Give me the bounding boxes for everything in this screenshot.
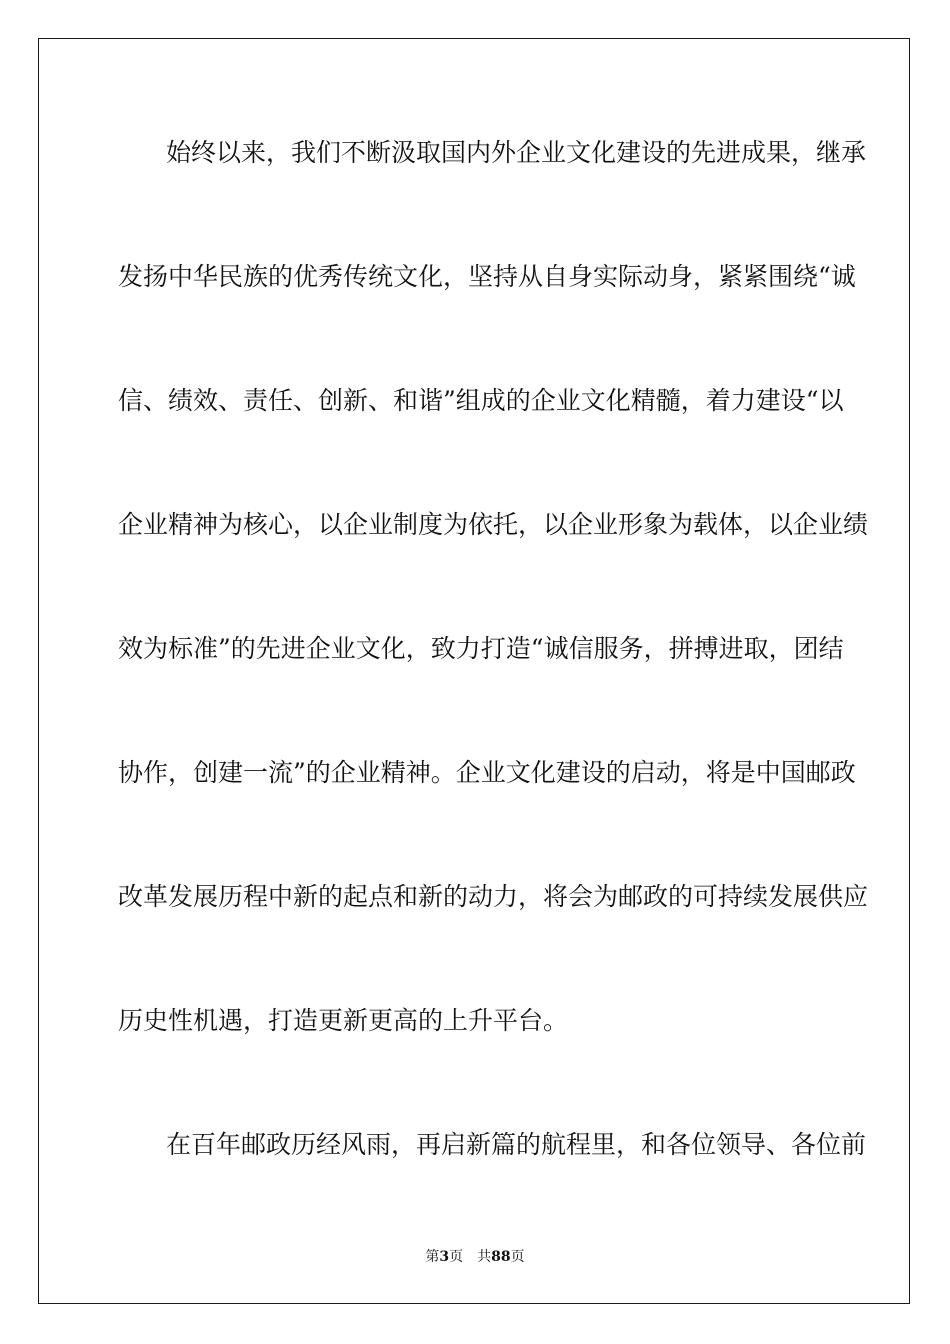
total-prefix: 共 — [477, 1249, 492, 1265]
paragraph-1-line-5: 效为标准”的先进企业文化，致力打造“诚信服务，拼搏进取，团结 — [118, 634, 844, 663]
paragraph-1-line-1: 始终以来，我们不断汲取国内外企业文化建设的先进成果，继承 — [166, 138, 867, 167]
paragraph-1-line-2: 发扬中华民族的优秀传统文化，坚持从自身实际动身，紧紧围绕“诚 — [118, 262, 856, 291]
paragraph-2-line-1: 在百年邮政历经风雨，再启新篇的航程里，和各位领导、各位前 — [166, 1130, 867, 1159]
page-suffix: 页 — [449, 1249, 464, 1265]
paragraph-1-line-7: 改革发展历程中新的起点和新的动力，将会为邮政的可持续发展供应 — [118, 882, 869, 911]
page-number: 3 — [439, 1249, 450, 1265]
page-prefix: 第 — [425, 1249, 440, 1265]
paragraph-1-line-8: 历史性机遇，打造更新更高的上升平台。 — [118, 1006, 569, 1035]
body-text — [118, 122, 869, 1238]
paragraph-1-line-3: 信、绩效、责任、创新、和谐”组成的企业文化精髓，着力建设“以 — [118, 386, 844, 415]
total-suffix: 页 — [510, 1249, 525, 1265]
total-pages: 88 — [491, 1249, 511, 1265]
paragraph-1-line-6: 协作，创建一流”的企业精神。企业文化建设的启动，将是中国邮政 — [118, 758, 856, 787]
paragraph-1-line-4: 企业精神为核心，以企业制度为依托，以企业形象为载体，以企业绩 — [118, 510, 869, 539]
page-footer — [0, 1246, 950, 1266]
